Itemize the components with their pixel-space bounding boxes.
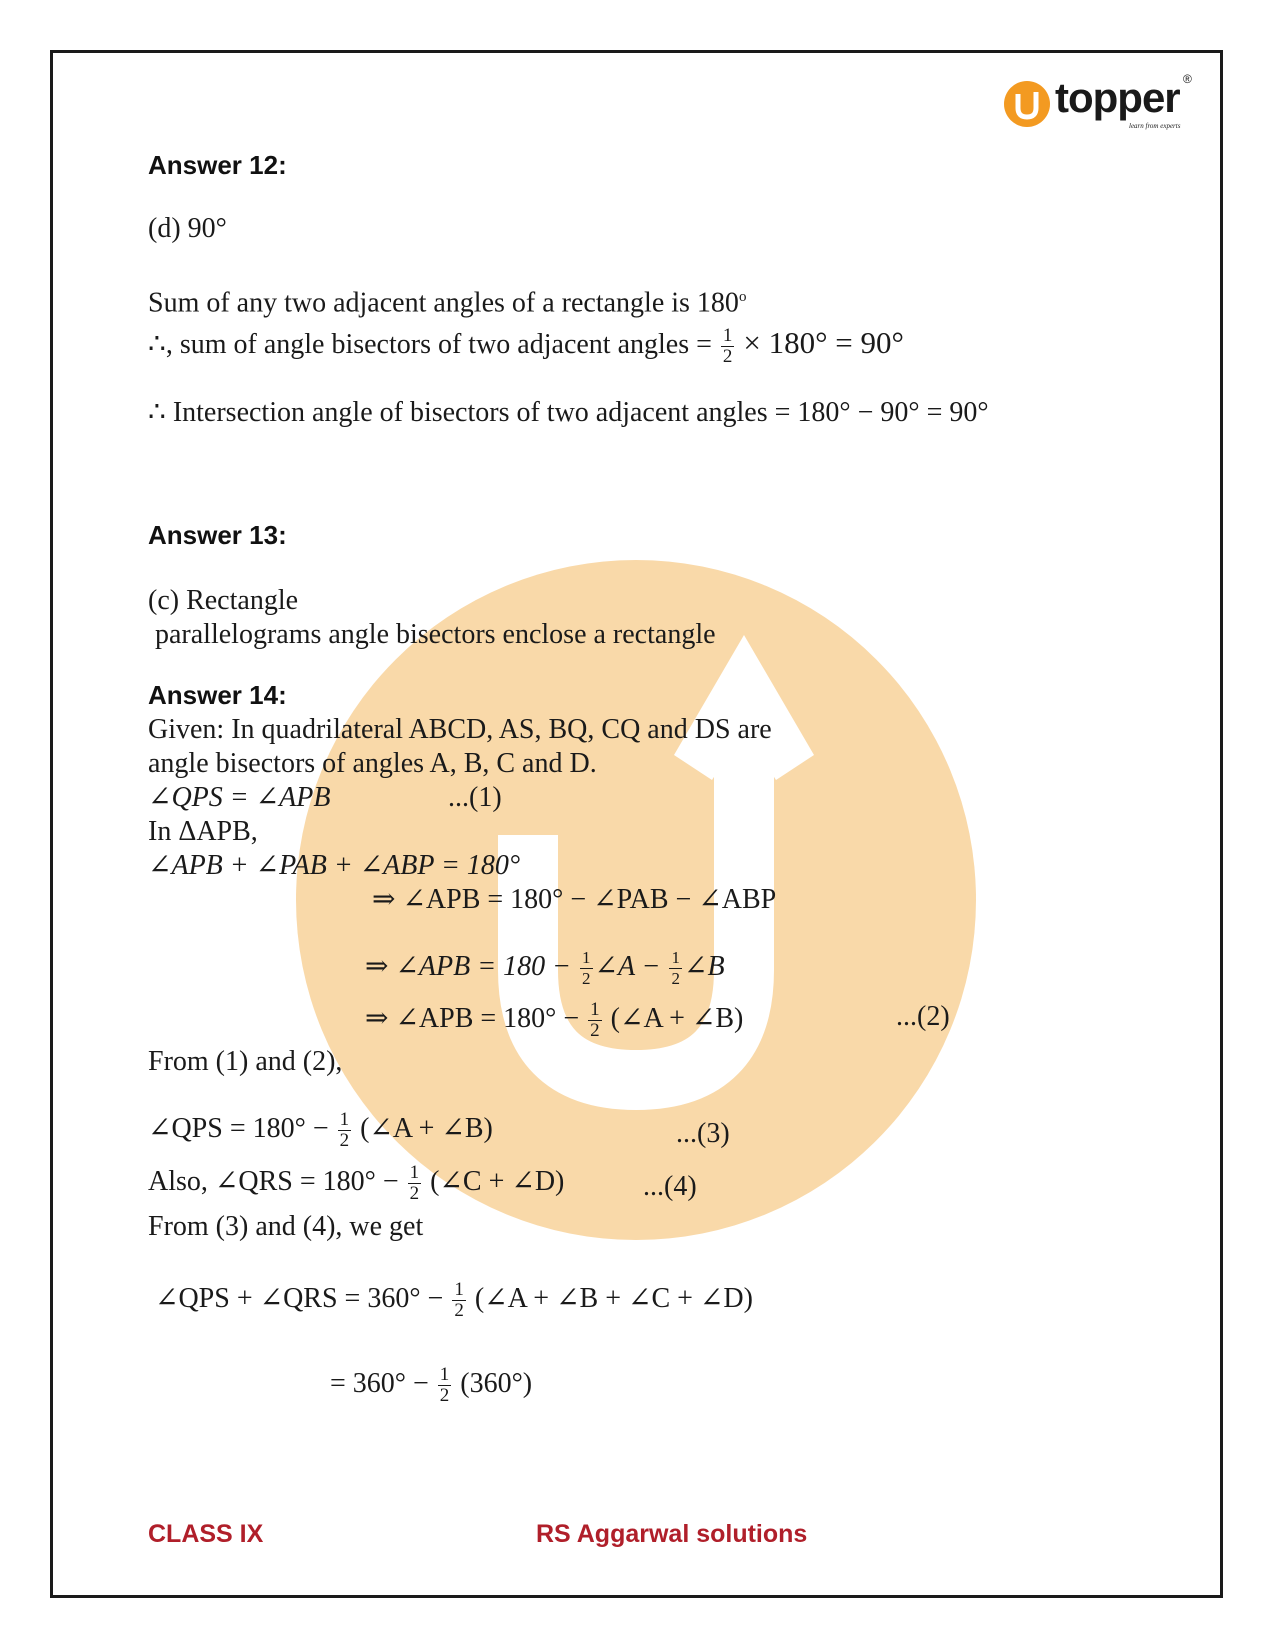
answer-13-option: (c) Rectangle bbox=[148, 585, 299, 616]
equation-9: = 360° − $\frac{1}{2}$ (360°) bbox=[330, 1364, 533, 1406]
equation-8: ∠QPS + ∠QRS = 360° − $\frac{1}{2}$ (∠A + ∠B + ∠C + ∠D) bbox=[155, 1279, 753, 1321]
equation-1-ref: ...(1) bbox=[448, 782, 502, 813]
answer-13-heading: Answer 13: bbox=[148, 520, 287, 550]
answer-14-heading: Answer 14: bbox=[148, 680, 287, 710]
answer-13-line1: parallelograms angle bisectors enclose a rectangle bbox=[155, 619, 716, 650]
fraction-one-half: $\frac{1}{2}$ bbox=[722, 325, 733, 368]
logo-text: topper bbox=[1055, 74, 1180, 121]
answer-12-line3: ∴ Intersection angle of bisectors of two adjacent angles = 180° − 90° = 90° bbox=[148, 397, 989, 428]
from-3-and-4: From (3) and (4), we get bbox=[148, 1211, 424, 1242]
footer-title: RS Aggarwal solutions bbox=[536, 1520, 808, 1548]
registered-mark: ® bbox=[1183, 72, 1192, 86]
utopper-logo bbox=[1003, 72, 1203, 136]
equation-7-ref: ...(4) bbox=[643, 1171, 697, 1202]
footer-class: CLASS IX bbox=[148, 1520, 264, 1548]
answer-12-heading: Answer 12: bbox=[148, 150, 287, 180]
equation-2: ∠APB + ∠PAB + ∠ABP = 180° bbox=[148, 850, 521, 881]
in-triangle-apb: In ΔAPB, bbox=[148, 816, 258, 847]
answer-12-option: (d) 90° bbox=[148, 213, 227, 244]
equation-1: ∠QPS = ∠APB bbox=[148, 782, 331, 813]
answer-12-line2: ∴, sum of angle bisectors of two adjacent angles = $\frac{1}{2}$ × 180° = 90° bbox=[148, 325, 904, 368]
equation-6: ∠QPS = 180° − $\frac{1}{2}$ (∠A + ∠B) bbox=[148, 1109, 493, 1151]
answer-12-line1: Sum of any two adjacent angles of a rectangle is 180$^o$ bbox=[148, 287, 747, 319]
logo-u-icon bbox=[1003, 80, 1051, 128]
equation-7: Also, ∠QRS = 180° − $\frac{1}{2}$ (∠C + ∠D) bbox=[148, 1162, 565, 1204]
from-1-and-2: From (1) and (2), bbox=[148, 1046, 343, 1077]
equation-6-ref: ...(3) bbox=[676, 1118, 730, 1149]
answer-14-given-1: Given: In quadrilateral ABCD, AS, BQ, CQ and DS are bbox=[148, 714, 772, 745]
equation-5: ⇒ ∠APB = 180° − $\frac{1}{2}$ (∠A + ∠B) bbox=[365, 999, 744, 1041]
equation-3: ⇒ ∠APB = 180° − ∠PAB − ∠ABP bbox=[372, 884, 777, 915]
answer-14-given-2: angle bisectors of angles A, B, C and D. bbox=[148, 748, 597, 779]
equation-4: ⇒ ∠APB = 180 − $\frac{1}{2}$ ∠A − $\frac{1}{2}$ ∠B bbox=[365, 948, 725, 988]
equation-5-ref: ...(2) bbox=[896, 1001, 950, 1032]
logo-tagline: learn from experts bbox=[1129, 122, 1181, 130]
